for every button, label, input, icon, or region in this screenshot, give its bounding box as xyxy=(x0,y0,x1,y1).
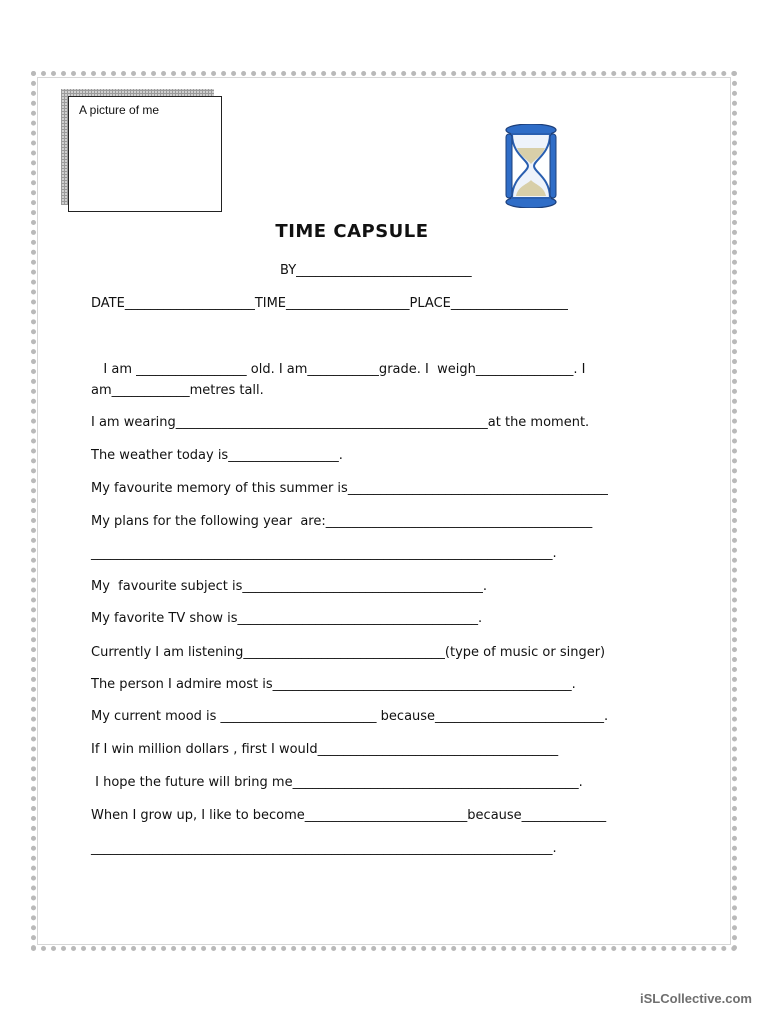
watermark: iSLCollective.com xyxy=(640,991,752,1006)
subject-field[interactable]: My favourite subject is_____________________________________. xyxy=(91,579,488,594)
tv-show-field[interactable]: My favorite TV show is_____________________________________. xyxy=(91,611,483,626)
listening-field[interactable]: Currently I am listening_______________________________(type of music or singer) xyxy=(91,645,606,660)
plans-continuation-field[interactable]: _______________________________________________________________________. xyxy=(91,546,557,561)
picture-label: A picture of me xyxy=(79,103,160,117)
admire-field[interactable]: The person I admire most is______________________________________________. xyxy=(91,677,576,692)
page-title: TIME CAPSULE xyxy=(275,221,429,242)
plans-field[interactable]: My plans for the following year are:_________________________________________ xyxy=(91,514,593,529)
future-field[interactable]: I hope the future will bring me____________________________________________. xyxy=(91,775,583,790)
mood-field[interactable]: My current mood is ________________________ because__________________________. xyxy=(91,709,609,724)
date-time-place-field[interactable]: DATE____________________TIME___________________PLACE__________________ xyxy=(91,296,568,311)
memory-field[interactable]: My favourite memory of this summer is________________________________________ xyxy=(91,481,608,496)
grow-up-continuation-field[interactable]: _______________________________________________________________________. xyxy=(91,841,557,856)
height-field[interactable]: am____________metres tall. xyxy=(91,383,264,398)
picture-frame xyxy=(68,96,222,212)
by-field[interactable]: BY___________________________ xyxy=(280,263,472,278)
hourglass-icon xyxy=(502,124,560,208)
wearing-field[interactable]: I am wearing________________________________________________at the moment. xyxy=(91,415,590,430)
grow-up-field[interactable]: When I grow up, I like to become_________________________because_____________ xyxy=(91,808,607,823)
million-dollars-field[interactable]: If I win million dollars , first I would_____________________________________ xyxy=(91,742,559,757)
weather-field[interactable]: The weather today is_________________. xyxy=(91,448,343,463)
age-grade-weight-field[interactable]: I am _________________ old. I am___________grade. I weigh_______________. I xyxy=(91,362,586,377)
